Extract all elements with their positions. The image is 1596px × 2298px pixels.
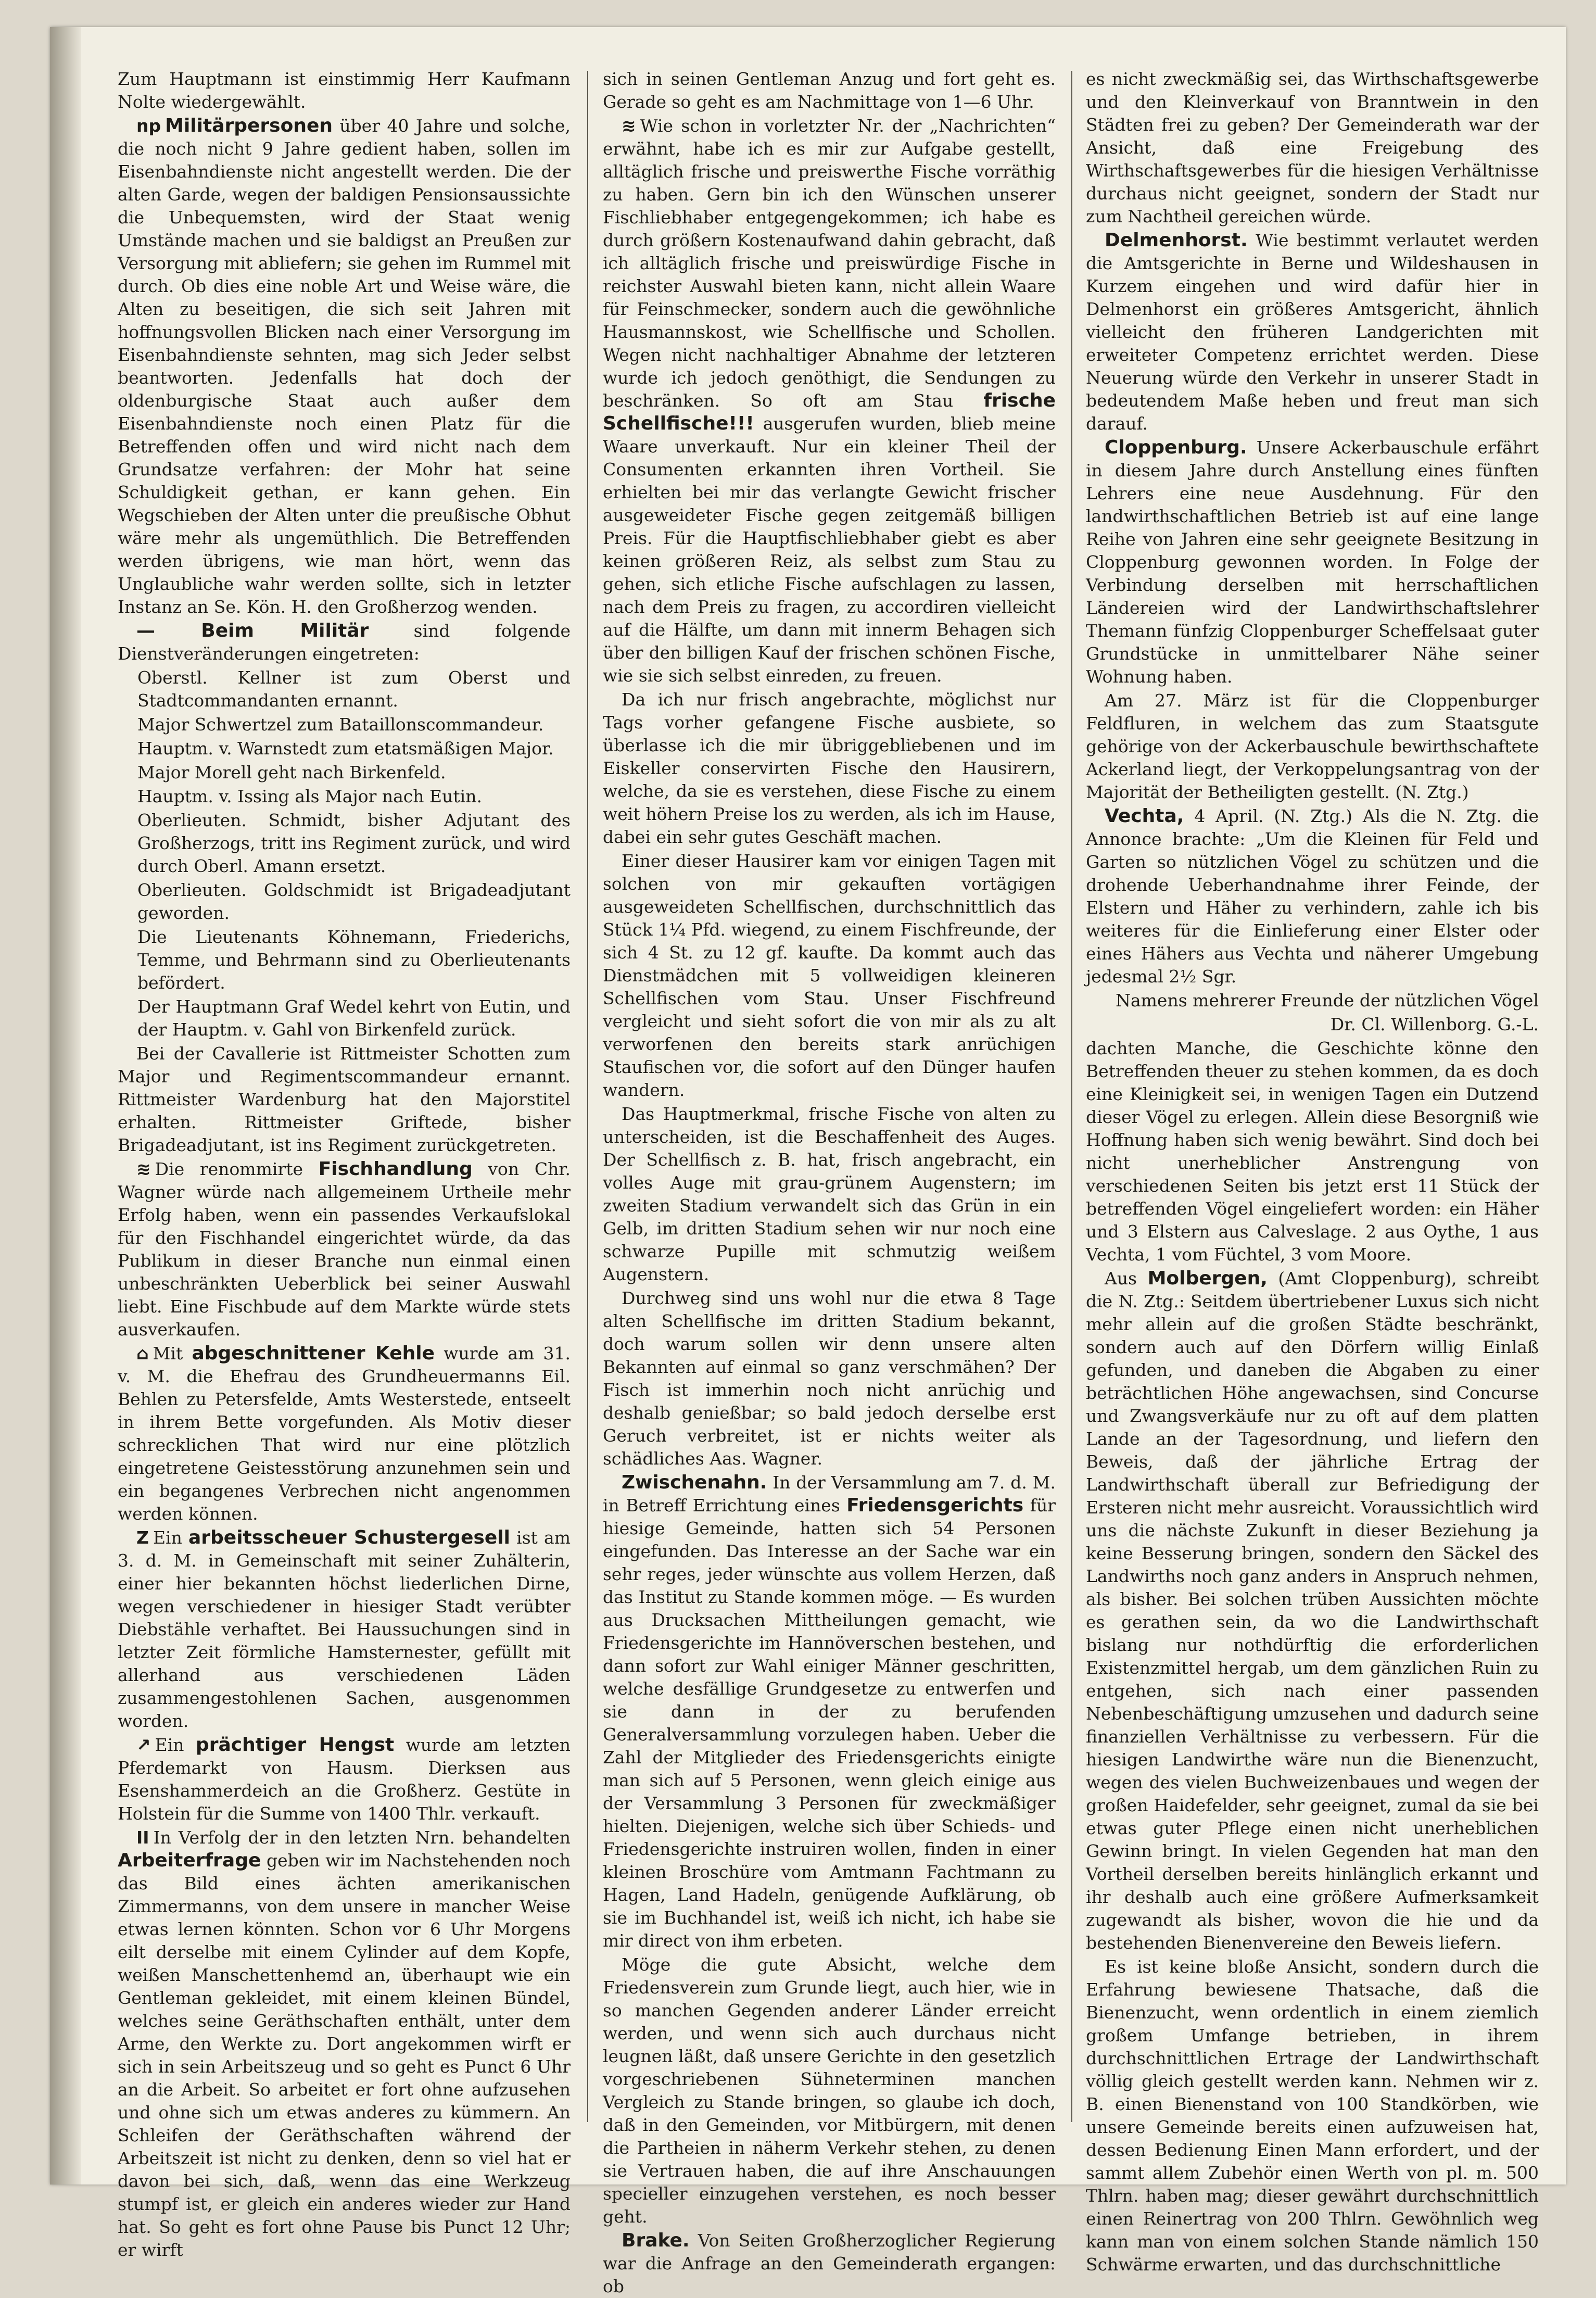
article-paragraph <box>603 688 1056 849</box>
article-paragraph <box>118 620 571 665</box>
article-paragraph <box>1086 1013 1539 1036</box>
column-1 <box>118 68 571 2260</box>
article-paragraph <box>118 1042 571 1157</box>
list-item: Oberstl. Kellner ist zum Oberst und Stadtcommandanten ernannt. <box>137 667 571 711</box>
article-heading: Molbergen, <box>1147 1268 1268 1289</box>
article-heading: arbeitsscheuer Schustergesell <box>188 1527 511 1548</box>
article-paragraph <box>1086 1267 1539 1954</box>
article-text: Dr. Cl. Willenborg. G.-L. <box>1330 1014 1539 1034</box>
article-text: Zum Hauptmann ist einstimmig Herr Kaufmann Nolte wiedergewählt. <box>118 69 571 112</box>
article-text: für hiesige Gemeinde, hatten sich 54 Personen eingefunden. Das Interesse an der Sache war ein sehr reges, jeder wünschte aus vollem Herzen, daß das Institut zu Stande kommen möge. — Es wurden aus Drucksachen Mittheilungen gemacht, wie Friedensgerichte im Hannöverschen bestehen, und dann sofort zur Wahl einiger Männer geschritten, welche desfällige Grundgesetze zu entwerfen und sie dann in der zu berufenden Generalversammlung vorzulegen haben. Ueber die Zahl der Mitglieder des Friedensgerichts einigte man sich auf 5 Personen, wenn gleich einige aus der Versammlung 3 Personen für zweckmäßiger hielten. Diejenigen, welche sich über Schieds- und Friedensgerichte instruiren wollen, finden in einer kleinen Broschüre vom Amtmann Fachtmann zu Hagen, Land Hadeln, genügende Aufklärung, ob sie im Buchhandel ist, weiß ich nicht, ich habe sie mir direct von ihm erbeten. <box>603 1495 1056 1951</box>
article-text: wurde am letzten Pferdemarkt von Hausm. Dierksen aus Esenshammerdeich an die Großherz. Gestüte in Holstein für die Summe von 1400 Thlr. verkauft. <box>118 1735 571 1824</box>
article-paragraph <box>603 115 1056 687</box>
article-text: über 40 Jahre und solche, die noch nicht 9 Jahre gedient haben, sollen im Eisenbahndienste nicht angestellt werden. Die der alten Garde, wegen der baldigen Pensionsaussichte die Unbequemsten, wird der Staat wenig Umstände machen und sie baldigst an Preußen zur Versorgung mit abliefern; sie gehen im Rummel mit durch. Ob dies eine noble Art und Weise wäre, die Alten zu beseitigen, die sich seit Jahren mit hoffnungsvollen Blicken nach einer Versorgung im Eisenbahndienste sehnten, mag sich Jeder selbst beantworten. Jedenfalls hat doch der oldenburgische Staat auch außer dem Eisenbahndienste noch einen Platz für die Betreffenden offen und wird nicht nach dem Grundsatze verfahren: der Mohr hat seine Schuldigkeit gethan, er kann gehen. Ein Wegschieben der Alten unter die preußische Obhut wäre mehr als ungemüthlich. Die Betreffenden werden übrigens, wie man hört, wenn das Unglaubliche wahr werden sollte, sich in letzter Instanz an Se. Kön. H. den Großherzog wenden. <box>118 116 571 617</box>
article-text: Von Seiten Großherzoglicher Regierung war die Anfrage an den Gemeinderath ergangen: ob <box>603 2230 1056 2296</box>
article-paragraph <box>1086 1955 1539 2276</box>
article-text: Aus <box>1105 1268 1148 1289</box>
article-text: 4 April. (N. Ztg.) Als die N. Ztg. die Annonce brachte: „Um die Kleinen für Feld und Garten so nützlichen Vögel zu schützen und die drohende Ueberhandnahme ihrer Feinde, der Elstern und Häher zu verhindern, zahle ich bis weiteres für die Einlieferung einer Elster oder eines Hähers aus Vechta und näherer Umgebung jedesmal 2½ Sgr. <box>1086 806 1539 987</box>
list-item: Oberlieuten. Schmidt, bisher Adjutant des Großherzogs, tritt ins Regiment zurück, und wird durch Oberl. Amann ersetzt. <box>137 810 571 876</box>
article-text: Am 27. März ist für die Cloppenburger Feldfluren, in welchem das zum Staatsgute gehörige von der Ackerbauschule bewirthschaftete Ackerland liegt, der Verkoppelungsantrag von der Majorität der Betheiligten gestellt. (N. Ztg.) <box>1086 690 1539 802</box>
article-heading: — Beim Militär <box>136 620 369 641</box>
article-paragraph <box>603 68 1056 113</box>
article-text: geben wir im Nachstehenden noch das Bild eines ächten amerikanischen Zimmermanns, von dem unsere in mancher Weise etwas lernen könnten. Schon vor 6 Uhr Morgens eilt derselbe mit einem Cylinder auf dem Kopfe, weißen Manschettenhemd an, überhaupt wie ein Gentleman gekleidet, mit einem kleinen Bündel, welches seine Geräthschaften enthält, unter dem Arme, den Werkte zu. Dort angekommen wirft er sich in sein Arbeitszeug und so geht es Punct 6 Uhr an die Arbeit. So arbeitet er fort ohne aufzusehen und ohne sich um etwas anderes zu kümmern. An Schleifen der Geräthschaften während der Arbeitszeit ist nicht zu denken, denn so viel hat er davon bei sich, daß, wenn das eine Werkzeug stumpf ist, er gleich ein anderes wieder zur Hand hat. So geht es fort ohne Pause bis Punct 12 Uhr; er wirft <box>118 1850 571 2260</box>
newspaper-page <box>50 27 1566 2296</box>
article-text: Durchweg sind uns wohl nur die etwa 8 Tage alten Schellfische im dritten Stadium bekannt, doch warum sollen wir denn unsere alten Bekannten auf einmal so ganz verschmähen? Der Fisch ist immerhin noch nicht anrüchig und deshalb genießbar; so bald jedoch derselbe erst Geruch verbreitet, ist er nichts weiter als schädliches Aas. Wagner. <box>603 1288 1056 1469</box>
appointments-list <box>118 666 571 1041</box>
article-heading: Militärpersonen <box>165 115 333 136</box>
article-text: In der Versammlung am 7. d. M. in Betreff Errichtung eines <box>603 1472 1056 1516</box>
list-item: Hauptm. v. Warnstedt zum etatsmäßigen Major. <box>137 738 554 759</box>
article-heading: Arbeiterfrage <box>118 1850 261 1871</box>
binding-gutter <box>50 27 81 2185</box>
article-text: Wie bestimmt verlautet werden die Amtsgerichte in Berne und Wildeshausen in Kurzem eingehen und wird dafür hier in Delmenhorst ein größeres Amtsgericht, ähnlich vielleicht den früheren Landgerichten mit erweiteter Competenz errichtet werden. Diese Neuerung würde den Verkehr in unserer Stadt in bedeutendem Maße heben und freut man sich darauf. <box>1086 230 1539 434</box>
article-text: Einer dieser Hausirer kam vor einigen Tagen mit solchen von mir gekauften vortägigen ausgeweideten Schellfischen, durchschnittlich das Stück 1¼ Pfd. wiegend, zu einem Fischfreunde, der sich 4 St. zu 12 gf. kaufte. Da kommt auch das Dienstmädchen mit 5 vollweidigen kleineren Schellfischen vom Stau. Unser Fischfreund vergleicht und sieht sofort die von mir als zu alt verworfenen den bereits stark anrüchigen Staufischen vor, die sofort auf den Dünger haufen wandern. <box>603 851 1056 1100</box>
article-paragraph <box>118 1734 571 1825</box>
article-text: von Chr. Wagner würde nach allgemeinem Urtheile mehr Erfolg haben, wenn ein passendes Verkaufslokal für den Fischhandel eingerichtet würde, da das Publikum in dieser Branche nun einmal einen unbeschränkten Ueberblick bei seiner Auswahl liebt. Eine Fischbude auf dem Markte würde stets ausverkaufen. <box>118 1159 571 1340</box>
article-paragraph <box>603 1287 1056 1470</box>
paragraph-mark: II <box>136 1827 149 1848</box>
article-text: (Amt Cloppenburg), schreibt die N. Ztg.: Seitdem übertriebener Luxus sich nicht mehr allein auf die großen Städte beschränkt, sondern auch auf den Dörfern willig Einlaß gefunden, und daneben die Abgaben zu einer beträchtlichen Höhe angewachsen, sind Concurse und Zwangsverkäufe nur zu oft auf dem platten Lande an der Tagesordnung, und liefern den Beweis, daß der jährliche Ertrag der Landwirthschaft überall zur Befriedigung der Ersteren nicht mehr ausreicht. Voraussichtlich wird uns die nächste Zukunft in dieser Beziehung ja keine Besserung bringen, sondern den Säckel des Landwirths noch ganz anders in Anspruch nehmen, als bisher. Bei solchen trüben Aussichten möchte es gerathen sein, da wo die Landwirthschaft bislang nur nothdürftig die erforderlichen Existenzmittel hergab, um dem gänzlichen Ruin zu entgehen, sich nach einer passenden Nebenbeschäftigung umzusehen und dadurch seine finanziellen Verhältnisse zu verbessern. Für die hiesigen Landwirthe wäre nun die Bienenzucht, wegen des vielen Buchweizenbaues und wegen der großen Haidefelder, sehr geeignet, zumal da sie bei etwas guter Pflege einen nicht unerheblichen Gewinn bringt. In vielen Gegenden hat man den Vortheil derselben bereits hinlänglich erkannt und ihr deshalb auch eine größere Aufmerksamkeit zugewandt als bisher, wovon die hie und da bestehenden Bienenvereine den Beweis liefern. <box>1086 1268 1539 1953</box>
column-3 <box>1086 68 1539 2275</box>
article-text: dachten Manche, die Geschichte könne den Betreffenden theuer zu stehen kommen, da es doch eine Kleinigkeit sei, in wenigen Tagen ein Dutzend dieser Vögel zu erlegen. Allein diese Besorgniß wie Hoffnung haben sich wenig bewährt. Sind doch bei nicht unerheblicher Anstrengung von verschiedenen Seiten bis jetzt erst 11 Stück der betreffenden Vögel eingeliefert worden: ein Häher und 3 Elstern aus Calveslage. 2 aus Oythe, 1 aus Vechta, 1 vom Füchtel, 3 vom Moore. <box>1086 1038 1539 1265</box>
article-paragraph <box>603 850 1056 1102</box>
article-heading: frische Schellfische!!! <box>603 390 1056 434</box>
article-text: wurde am 31. v. M. die Ehefrau des Grundheuermanns Eil. Behlen zu Petersfelde, Amts Westerstede, entseelt in ihrem Bette vorgefunden. Als Motiv dieser schrecklichen That wird nur eine plötzlich eingetretene Geistesstörung anzunehmen sein und ein begangenes Verbrechen nicht angenommen werden können. <box>118 1343 571 1524</box>
article-paragraph <box>118 1826 571 2262</box>
article-paragraph <box>118 68 571 113</box>
article-text: Möge die gute Absicht, welche dem Friedensverein zum Grunde liegt, auch hier, wie in so manchen Gegenden anderer Länder erreicht werden, und wenn sich auch durchaus nicht leugnen läßt, daß unsere Gerichte in den gesetzlich vorgeschriebenen Sühneterminen manchen Vergleich zu Stande bringen, so glaube ich doch, daß in den Gemeinden, vor Mitbürgern, mit denen die Partheien in näherm Verkehr stehen, zu denen sie Vertrauen haben, die auf ihre Anschauungen specieller einzugehen verstehen, es noch besser geht. <box>603 1954 1056 2227</box>
article-paragraph <box>603 1471 1056 1952</box>
column-rule <box>1071 71 1072 2122</box>
list-item: Die Lieutenants Köhnemann, Friederichs, Temme, und Behrmann sind zu Oberlieutenants befördert. <box>137 927 571 993</box>
article-heading: Brake. <box>622 2230 690 2251</box>
article-heading: Friedensgerichts <box>846 1495 1024 1516</box>
column-2 <box>603 68 1056 2296</box>
article-text: sich in seinen Gentleman Anzug und fort geht es. Gerade so geht es am Nachmittage von 1—6 Uhr. <box>603 69 1056 112</box>
article-paragraph <box>118 1342 571 1525</box>
paragraph-mark: Z <box>136 1527 149 1548</box>
article-paragraph <box>603 1953 1056 2228</box>
list-item: Major Morell geht nach Birkenfeld. <box>137 762 446 782</box>
article-text: es nicht zweckmäßig sei, das Wirthschaftsgewerbe und den Kleinverkauf von Branntwein in den Städten frei zu geben? Der Gemeinderath war der Ansicht, daß eine Freigebung des Wirthschaftsgewerbes für die hiesigen Verhältnisse durchaus nicht geeignet, sondern der Stadt nur zum Nachtheil gereichen würde. <box>1086 69 1539 226</box>
article-heading: Fischhandlung <box>318 1158 473 1180</box>
article-text: Wie schon in vorletzter Nr. der „Nachrichten“ erwähnt, habe ich es mir zur Aufgabe gestellt, alltäglich frische und preiswerthe Fische vorräthig zu haben. Gern bin ich den Wünschen unserer Fischliebhaber entgegengekommen; ich habe es durch größern Kostenaufwand dahin gebracht, daß ich alltäglich frische und preiswürdige Fische in reichster Auswahl bieten kann, nicht allein Waare für Feinschmecker, sondern auch die gewöhnliche Hausmannskost, wie Schellfische und Schollen. Wegen nicht nachhaltiger Abnahme der letzteren wurde ich jedoch genöthigt, die Sendungen zu beschränken. So oft am Stau <box>603 116 1056 411</box>
paragraph-mark: np <box>136 116 161 136</box>
article-paragraph <box>118 1526 571 1733</box>
article-text: Da ich nur frisch angebrachte, möglichst nur Tags vorher gefangene Fische ausbiete, so überlasse ich die mir übriggebliebenen und im Eiskeller conservirten Fische den Hausirern, welche, da sie es verstehen, diese Fische zu einem weit höhern Preise los zu werden, als ich im Hause, dabei ein sehr gutes Geschäft machen. <box>603 689 1056 847</box>
article-paragraph <box>1086 805 1539 988</box>
article-heading: prächtiger Hengst <box>195 1734 395 1756</box>
article-text: ausgerufen wurden, blieb meine Waare unverkauft. Nur ein kleiner Theil der Consumenten erkannten ihren Vortheil. Sie erhielten bei mir das verlangte Gewicht frischer ausgeweideter Fische gegen zeitgemäß billigen Preis. Für die Hauptfischliebhaber giebt es aber keinen größeren Reiz, als selbst zum Stau zu gehen, sich etliche Fische aufschlagen zu lassen, nach dem Preis zu fragen, zu accordiren vielleicht auf die Hälfte, um dann mit innerm Behagen sich über den billigen Kauf der frischen schönen Fische, wie sie sich selbst einreden, zu freuen. <box>603 413 1056 686</box>
article-paragraph <box>603 2229 1056 2298</box>
article-paragraph <box>1086 1037 1539 1266</box>
article-text: Mit <box>153 1343 192 1363</box>
article-heading: Vechta, <box>1105 805 1184 827</box>
article-paragraph <box>1086 989 1539 1012</box>
article-paragraph <box>118 1158 571 1341</box>
article-paragraph <box>1086 436 1539 688</box>
list-item: Hauptm. v. Issing als Major nach Eutin. <box>137 786 482 806</box>
article-text: Ein <box>153 1527 188 1548</box>
paragraph-mark: ≋ <box>622 116 636 136</box>
article-paragraph <box>1086 229 1539 435</box>
article-paragraph <box>1086 689 1539 804</box>
article-text: Unsere Ackerbauschule erfährt in diesem Jahre durch Anstellung eines fünften Lehrers eine neue Ausdehnung. Für den landwirthschaftlichen Betrieb ist auf eine lange Reihe von Jahren eine sehr geeignete Besitzung in Cloppenburg gewonnen worden. In Folge der Verbindung derselben mit herrschaftlichen Ländereien wird der Landwirthschaftslehrer Themann fünfzig Cloppenburger Scheffelsaat guter Grundstücke in unmittelbarer Nähe seiner Wohnung haben. <box>1086 437 1539 687</box>
article-heading: Cloppenburg. <box>1105 437 1247 458</box>
list-item: Der Hauptmann Graf Wedel kehrt von Eutin, und der Hauptm. v. Gahl von Birkenfeld zurück. <box>137 996 571 1040</box>
article-text: Das Hauptmerkmal, frische Fische von alten zu unterscheiden, ist die Beschaffenheit des Auges. Der Schellfisch z. B. hat, frisch angebracht, ein volles Auge mit grau-grünem Augenstern; im zweiten Stadium verwandelt sich das Grün in ein Gelb, im dritten Stadium sehen wir nur noch eine schwarze Pupille mit schmutzig weißem Augenstern. <box>603 1104 1056 1284</box>
article-paragraph <box>1086 68 1539 228</box>
article-paragraph <box>603 1103 1056 1286</box>
article-text: Es ist keine bloße Ansicht, sondern durch die Erfahrung bewiesene Thatsache, daß die Bienenzucht, wenn ordentlich in einem ziemlich großem Umfange betrieben, in ihrem durchschnittlichen Ertrage der Landwirthschaft völlig gleich gestellt werden kann. Nehmen wir z. B. einen Bienenstand von 100 Standkörben, wie unsere Gemeinde bereits einen aufzuweisen hat, dessen Bedienung Einen Mann erfordert, und der sammt allem Zubehör einen Werth von pl. m. 500 Thlrn. haben mag; dieser gewährt durchschnittlich einen Reinertrag von 200 Thlrn. Gewöhnlich weg kann man von einem solchen Stande nämlich 150 Schwärme erwarten, und das durchschnittliche <box>1086 1956 1539 2275</box>
article-paragraph <box>118 115 571 618</box>
article-text: ist am 3. d. M. in Gemeinschaft mit seiner Zuhälterin, einer hier bekannten höchst liederlichen Dirne, wegen verschiedener in hiesiger Stadt verübter Diebstähle verhaftet. Bei Haussuchungen sind in letzter Zeit förmliche Hamsternester, gefüllt mit allerhand aus verschiedenen Läden zusammengestohlenen Sachen, ausgenommen worden. <box>118 1527 571 1731</box>
article-heading: Zwischenahn. <box>622 1472 767 1493</box>
article-text: In Verfolg der in den letzten Nrn. behandelten <box>153 1827 571 1848</box>
article-text: Bei der Cavallerie ist Rittmeister Schotten zum Major und Regimentscommandeur ernannt. Rittmeister Wardenburg hat den Majorstitel erhalten. Rittmeister Griftede, bisher Brigadeadjutant, ist ins Regiment zurückgetreten. <box>118 1043 571 1155</box>
paragraph-mark: ≋ <box>136 1159 151 1179</box>
paragraph-mark: ⌂ <box>136 1343 149 1363</box>
list-item: Major Schwertzel zum Bataillonscommandeur. <box>137 714 544 735</box>
column-rule <box>587 71 588 2122</box>
article-text: Namens mehrerer Freunde der nützlichen Vögel <box>1116 990 1539 1011</box>
article-text: Die renommirte <box>155 1159 319 1179</box>
article-heading: Delmenhorst. <box>1105 230 1248 251</box>
paragraph-mark: ↗ <box>136 1735 151 1755</box>
article-text: sind folgende Dienstveränderungen eingetreten: <box>118 621 571 664</box>
list-item: Oberlieuten. Goldschmidt ist Brigadeadjutant geworden. <box>137 880 571 923</box>
article-text: Ein <box>155 1735 196 1755</box>
article-heading: abgeschnittener Kehle <box>192 1343 435 1364</box>
